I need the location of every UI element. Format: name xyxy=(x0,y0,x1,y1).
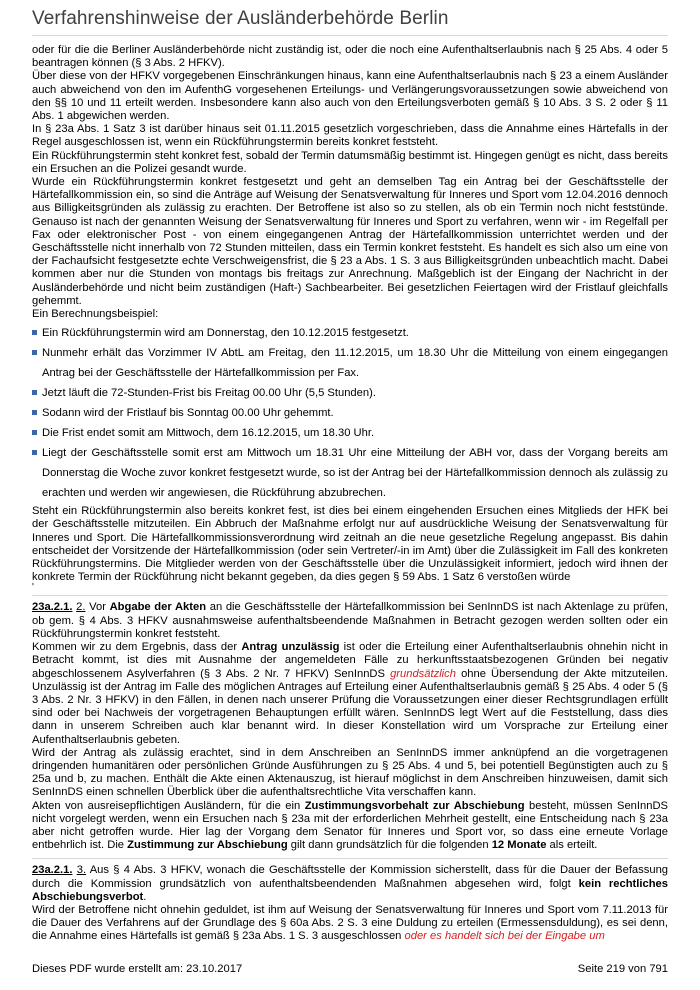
page-footer xyxy=(32,963,668,975)
paragraph: Über diese von der HFKV vorgegebenen Einschränkungen hinaus, kann eine Aufenthaltserlaubnis nach § 23 a einem Ausländer auch abweichend von den im AufenthG vorgesehenen Erteilungs- und Verlängerungsvoraussetzungen sowie abweichend von den §§ 10 und 11 erteilt werden. Insbesondere kann also auch von den Erteilungsverboten gemäß § 10 Abs. 3 S. 2 oder § 11 Abs. 1 abgewichen werden. xyxy=(32,70,668,123)
highlighted-phrase: oder es handelt sich bei der Eingabe um xyxy=(404,930,605,943)
bullet-square-icon xyxy=(32,350,37,355)
paragraph: In § 23a Abs. 1 Satz 3 ist darüber hinaus seit 01.11.2015 gesetzlich vorgeschrieben, dass die Annahme eines Härtefalls in der Regel ausgeschlossen ist, wenn ein Rückführungstermin bereits konkret feststeht. xyxy=(32,123,668,149)
text-run: Wird der Betroffene nicht ohnehin geduldet, ist ihm auf Weisung der Senatsverwaltung für Inneres und Sport vom 7.11.2013 für die Dauer des Verfahrens auf der Grundlage des § 60a Abs. 2 S. 3 eine Duldung zu erteilen (Ermessensduldung), es sei denn, die Annahme eines Härtefalls ist gemäß § 23a Abs. 1 S. 3 ausgeschlossen xyxy=(32,903,668,943)
paragraph: oder für die die Berliner Ausländerbehörde nicht zuständig ist, oder die noch eine Aufenthaltserlaubnis nach § 25 Abs. 4 oder 5 beantragen können (§ 3 Abs. 2 HFKV). xyxy=(32,44,668,70)
subsection-number: 3. xyxy=(76,864,87,877)
creation-date: Dieses PDF wurde erstellt am: 23.10.2017 xyxy=(32,963,243,975)
section-number: 23a.2.1. xyxy=(32,864,73,877)
text-run: Akten von ausreisepflichtigen Ausländern, für die ein xyxy=(32,799,305,812)
document-body xyxy=(32,44,668,944)
list-item-text: Sodann wird der Fristlauf bis Sonntag 00.00 Uhr gehemmt. xyxy=(42,407,334,420)
bullet-square-icon xyxy=(32,390,37,395)
bullet-square-icon xyxy=(32,450,37,455)
bold-phrase: Zustimmung zur Abschiebung xyxy=(127,839,288,852)
stray-apostrophe: ' xyxy=(32,582,34,594)
section-divider xyxy=(32,595,668,596)
paragraph xyxy=(32,641,668,747)
paragraph: Ein Berechnungsbeispiel: xyxy=(32,308,159,321)
text-run: . xyxy=(143,890,147,903)
paragraph: Wird der Antrag als zulässig erachtet, sind in dem Anschreiben an SenInnDS immer anknüpfend an die vorgetragenen dringenden humanitären oder persönlichen Gründe Ausführungen zu § 25 Abs. 4 und 5, bei potentiell Begünstigten auch zu § 25a und b, zu machen. Enthält die Akte einen Aktenauszug, ist hierauf möglichst in dem Anschreiben hinzuweisen, damit sich SenInnDS einen schnellen Überblick über die aufenthaltsrechtliche Vita verschaffen kann. xyxy=(32,746,668,799)
paragraph: Wurde ein Rückführungstermin konkret festgesetzt und geht an demselben Tag ein Antrag bei der Geschäftsstelle der Härtefallkommission ein, so sind die Anträge auf Weisung der Senatsverwaltung für Inneres und Sport vom 12.04.2016 dennoch aus Billigkeitsgründen als zulässig zu erachten. Der Betroffene ist also so zu stellen, als ob ein Termin noch nicht feststünde. Genauso ist nach der genannten Weisung der Senatsverwaltung für Inneres und Sport zu verfahren, wenn wir - im Regelfall per Fax oder elektronischer Post - von einem eingegangenen Antrag der Härtefallkommission unterrichtet werden und der Geschäftsstelle nicht innerhalb von 72 Stunden mitteilen, dass ein Termin konkret feststeht. Es handelt es sich also um eine von der Fachaufsicht festgesetzte echte Verschweigensfrist, die § 23 a Abs. 1 S. 3 aus Billigkeitsgründen unbeachtlich macht. Dabei kommen aber nur die Stunden von montags bis freitags zur Anrechnung. Maßgeblich ist der Eingang der Nachricht in der Ausländerbehörde und nicht beim zuständigen (Haft-) Sachbearbeiter. Bei gesetzlichen Feiertagen wird der Fristlauf gleichfalls gehemmt. xyxy=(32,176,668,307)
calculation-example-list xyxy=(32,323,668,503)
text-run: an die Geschäftsstelle der Härtefallkommission bei SenInnDS ist nach Aktenlage zu prüfen, ob gem. § 4 Abs. 3 HFKV ausnahmsweise aufenthaltsbeendende Maßnahmen in Betracht gezogen werden sollten oder ein Rückführungstermin konkret feststeht. xyxy=(32,601,668,640)
text-run: gilt dann grundsätzlich für die folgenden xyxy=(287,839,492,852)
list-item-text: Liegt der Geschäftsstelle somit erst am Mittwoch um 18.31 Uhr eine Mitteilung der ABH vor, dass der Vorgang bereits am Donnerstag die Woche zuvor konkret festgesetzt wurde, so ist der Antrag bei der Härtefallkommission dennoch als zulässig zu erachten und werden wir angewiesen, die Rückführung abzubrechen. xyxy=(42,447,668,500)
text-run: ohne Übersendung der Akte mitzuteilen. Unzulässig ist der Antrag im Falle des möglichen Antrages auf Erteilung einer Aufenthaltserlaubnis gemäß § 25 Abs. 4 oder 5 (§ 3 Abs. 2 Nr. 3 HFKV) in den Fällen, in denen nach unserer Prüfung die Voraussetzungen einer dieser Rechtsgrundlagen erfüllt sind oder bei Nachweis der vorgetragenen Behauptungen erfüllt wären. SenInnDS legt Wert auf die Feststellung, dass dies dann in unserem Schreiben auch klar benannt wird. In dieser Konstellation wird um Vorsprache zur Erteilung einer Aufenthaltserlaubnis gebeten. xyxy=(32,667,668,746)
subsection-number: 2. xyxy=(76,601,86,614)
section-23a-2-1-2 xyxy=(32,601,668,641)
list-item xyxy=(32,443,668,503)
list-item xyxy=(32,343,668,383)
paragraph xyxy=(32,904,668,944)
section-23a-2-1-3 xyxy=(32,864,668,904)
bold-phrase: Abgabe der Akten xyxy=(109,601,207,614)
list-item-text: Ein Rückführungstermin wird am Donnerstag, den 10.12.2015 festgesetzt. xyxy=(42,327,409,340)
bullet-square-icon xyxy=(32,430,37,435)
section-divider xyxy=(32,858,668,859)
bold-phrase: 12 Monate xyxy=(491,839,547,852)
paragraph: Steht ein Rückführungstermin also bereits konkret fest, ist dies bei einem eingehenden Ersuchen eines Mitglieds der HFK bei der Geschäftsstelle mitzuteilen. Ein Abbruch der Maßnahme erfolgt nur auf ausdrückliche Weisung der Senatsverwaltung für Inneres und Sport. Die Härtefallkommissionsverordnung wird zeitnah an die neue gesetzliche Regelung angepasst. Bis dahin entscheidet der Vorsitzende der Härtefallkommission (oder sein Vertreter/-in im Amt) über die Zulässigkeit im Fall des konkreten Rückführungstermins. Die Mitglieder werden von der Geschäftsstelle über die Unzulässigkeit informiert, jedoch wird ihnen der konkrete Termin der Rückführung nicht bekannt gegeben, da dies gegen § 59 Abs. 1 Satz 6 verstoßen würde xyxy=(32,505,668,584)
text-run: besteht, müssen SenInnDS nicht vorgelegt werden, wenn ein Ersuchen nach § 23a mit der erforderlichen Mehrheit gestellt, eine Entscheidung nach § 23a aber nicht getroffen wurde. Hier lag der Vorgang dem Senator für Inneres und Sport vor, so dass eine erneute Vorlage entbehrlich ist. Die xyxy=(32,799,668,852)
list-item-text: Nunmehr erhält das Vorzimmer IV AbtL am Freitag, den 11.12.2015, um 18.30 Uhr die Mitteilung von einem eingegangen Antrag bei der Geschäftsstelle der Härtefallkommission per Fax. xyxy=(42,347,668,380)
paragraph xyxy=(32,800,668,853)
text-run: Vor xyxy=(85,601,110,614)
highlighted-phrase: grundsätzlich xyxy=(390,667,456,680)
page-number: Seite 219 von 791 xyxy=(577,963,668,975)
list-item-text: Die Frist endet somit am Mittwoch, dem 16.12.2015, um 18.30 Uhr. xyxy=(42,427,375,440)
list-item-text: Jetzt läuft die 72-Stunden-Frist bis Freitag 00.00 Uhr (5,5 Stunden). xyxy=(42,387,376,400)
bold-phrase: Antrag unzulässig xyxy=(241,641,340,654)
list-item xyxy=(32,423,668,443)
text-run: als erteilt. xyxy=(546,839,598,852)
bold-phrase: kein rechtliches Abschiebungsverbot xyxy=(32,877,668,903)
list-item xyxy=(32,383,668,403)
list-item xyxy=(32,403,668,423)
bullet-square-icon xyxy=(32,410,37,415)
bold-phrase: Zustimmungsvorbehalt zur Abschiebung xyxy=(304,799,525,812)
text-run: Kommen wir zu dem Ergebnis, dass der xyxy=(32,641,242,654)
page-header xyxy=(32,8,668,36)
section-number: 23a.2.1. xyxy=(32,601,73,614)
text-run: ist oder die Erteilung einer Aufenthaltserlaubnis ohnehin nicht in Betracht kommt, ist dies mit Ausnahme der angemeldeten Fälle zu herkunftsstaatsbezogenen Gründen bei negativ abgeschlossenem Asylverfahren (§ 3 Abs. 2 Nr. 7 HFKV) SenInnDS xyxy=(32,641,668,680)
text-run: Aus § 4 Abs. 3 HFKV, wonach die Geschäftsstelle der Kommission sicherstellt, dass für die Dauer der Befassung durch die Kommission grundsätzlich von aufenthaltsbeendenden Maßnahmen abgesehen wird, folgt xyxy=(32,864,669,890)
bullet-square-icon xyxy=(32,330,37,335)
page-title: Verfahrenshinweise der Ausländerbehörde Berlin xyxy=(32,8,449,29)
paragraph: Ein Rückführungstermin steht konkret fest, sobald der Termin datumsmäßig bestimmt ist. Hingegen genügt es nicht, dass bereits ein Ersuchen an die Polizei gesandt wurde. xyxy=(32,149,668,175)
list-item xyxy=(32,323,668,343)
